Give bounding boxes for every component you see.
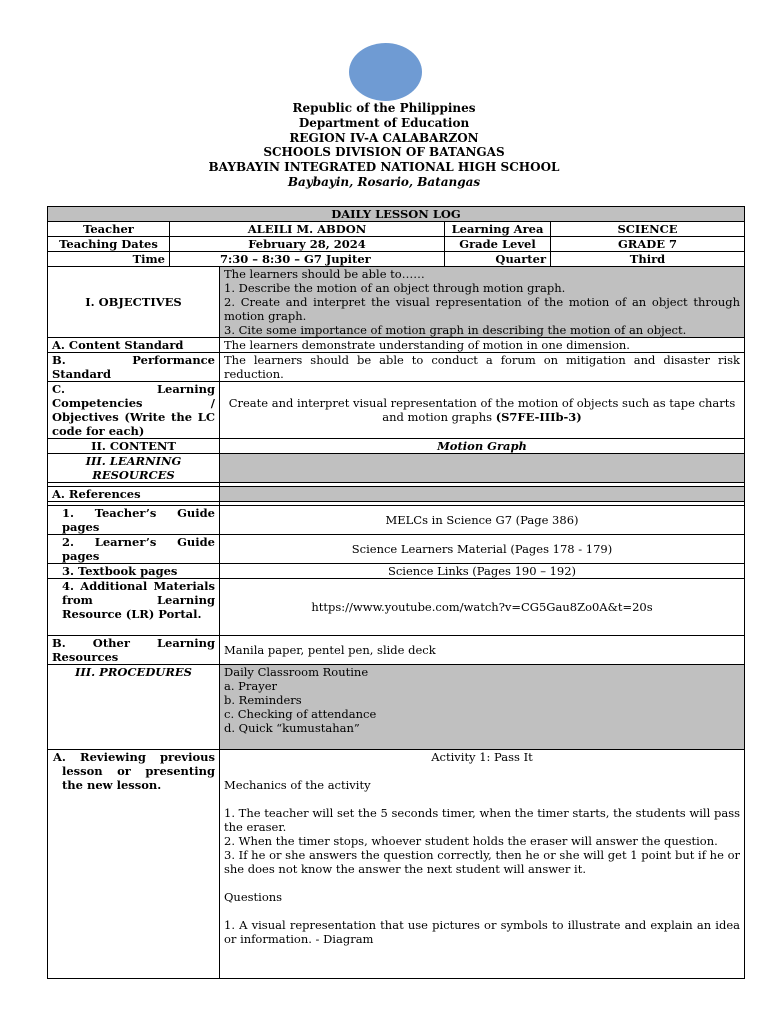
question-item: 1. A visual representation that use pictures or symbols to illustrate and explain an idea or information. - Diagram <box>224 918 740 946</box>
header-address: Baybayin, Rosario, Batangas <box>287 174 481 189</box>
learning-resources-shade <box>220 454 745 483</box>
learners-guide-label: 2. Learner’s Guide pages <box>48 535 220 564</box>
procedures-label: III. PROCEDURES <box>48 665 220 750</box>
learners-guide-value: Science Learners Material (Pages 178 - 179) <box>220 535 745 564</box>
teachers-guide-label: 1. Teacher’s Guide pages <box>48 506 220 535</box>
routine-item: b. Reminders <box>224 693 302 707</box>
review-row <box>48 750 745 979</box>
teaching-dates-value: February 28, 2024 <box>170 237 445 252</box>
learning-area-label: Learning Area <box>445 222 551 237</box>
grade-level-label: Grade Level <box>445 237 551 252</box>
routine-title: Daily Classroom Routine <box>224 665 369 679</box>
other-resources-value: Manila paper, pentel pen, slide deck <box>220 636 745 665</box>
content-label: II. CONTENT <box>48 439 220 454</box>
references-shade <box>220 487 745 502</box>
questions-title: Questions <box>224 890 283 904</box>
activity-title: Activity 1: Pass It <box>431 750 533 764</box>
time-row <box>48 252 745 267</box>
teachers-guide-value: MELCs in Science G7 (Page 386) <box>220 506 745 535</box>
quarter-label: Quarter <box>445 252 551 267</box>
textbook-row <box>48 564 745 579</box>
competencies-code: (S7FE-IIIb-3) <box>495 410 582 424</box>
document-header <box>0 101 768 190</box>
competencies-text: Create and interpret visual representation of the motion of objects such as tape charts and motion graphs <box>228 396 736 424</box>
content-standard-text: The learners demonstrate understanding of motion in one dimension. <box>220 338 745 353</box>
content-standard-row <box>48 338 745 353</box>
dll-title-row <box>48 207 745 222</box>
objectives-content <box>220 267 745 338</box>
header-school: BAYBAYIN INTEGRATED NATIONAL HIGH SCHOOL <box>208 160 560 175</box>
learning-resources-row <box>48 454 745 483</box>
routine-item: d. Quick “kumustahan” <box>224 721 360 735</box>
routine-item: c. Checking of attendance <box>224 707 377 721</box>
learning-area-value: SCIENCE <box>551 222 745 237</box>
header-republic: Republic of the Philippines <box>292 101 476 115</box>
performance-standard-label: B. Performance Standard <box>48 353 220 382</box>
additional-materials-label: 4. Additional Materials from Learning Resource (LR) Portal. <box>48 579 220 636</box>
review-label: A. Reviewing previous lesson or presenting the new lesson. <box>48 750 220 979</box>
performance-standard-row <box>48 353 745 382</box>
teacher-name: ALEILI M. ABDON <box>170 222 445 237</box>
routine-item: a. Prayer <box>224 679 278 693</box>
other-resources-label: B. Other Learning Resources <box>48 636 220 665</box>
content-text: Motion Graph <box>220 439 745 454</box>
quarter-value: Third <box>551 252 745 267</box>
header-division: SCHOOLS DIVISION OF BATANGAS <box>263 145 505 160</box>
learning-resources-label: III. LEARNING RESOURCES <box>48 454 220 483</box>
competencies-label: C. Learning Competencies / Objectives (Write the LC code for each) <box>48 382 220 439</box>
additional-materials-row <box>48 579 745 636</box>
mechanics-item: 1. The teacher will set the 5 seconds timer, when the timer starts, the students will pass the eraser. <box>224 806 740 834</box>
references-row <box>48 487 745 502</box>
objectives-intro: The learners should be able to…… <box>224 267 425 281</box>
teachers-guide-row <box>48 506 745 535</box>
teacher-label: Teacher <box>48 222 170 237</box>
objective-item: 1. Describe the motion of an object through motion graph. <box>224 281 566 295</box>
time-value: 7:30 – 8:30 – G7 Jupiter <box>170 252 445 267</box>
procedures-row <box>48 665 745 750</box>
objective-item: 3. Cite some importance of motion graph in describing the motion of an object. <box>224 323 687 337</box>
dates-row <box>48 237 745 252</box>
header-region: REGION IV-A CALABARZON <box>289 130 479 145</box>
content-standard-label: A. Content Standard <box>48 338 220 353</box>
learners-guide-row <box>48 535 745 564</box>
textbook-label: 3. Textbook pages <box>48 564 220 579</box>
grade-level-value: GRADE 7 <box>551 237 745 252</box>
performance-standard-text: The learners should be able to conduct a forum on mitigation and disaster risk reduction. <box>220 353 745 382</box>
mechanics-item: 3. If he or she answers the question correctly, then he or she will get 1 point but if he or she does not know the answer the next student will answer it. <box>224 848 740 876</box>
other-resources-row <box>48 636 745 665</box>
textbook-value: Science Links (Pages 190 – 192) <box>220 564 745 579</box>
objectives-label: I. OBJECTIVES <box>48 267 220 338</box>
mechanics-title: Mechanics of the activity <box>224 778 371 792</box>
procedures-content <box>220 665 745 750</box>
daily-lesson-log-table <box>47 206 745 979</box>
competencies-cell <box>220 382 745 439</box>
mechanics-item: 2. When the timer stops, whoever student holds the eraser will answer the question. <box>224 834 718 848</box>
review-content <box>220 750 745 979</box>
competencies-row <box>48 382 745 439</box>
content-row <box>48 439 745 454</box>
objective-item: 2. Create and interpret the visual representation of the motion of an object through motion graph. <box>224 295 740 323</box>
teaching-dates-label: Teaching Dates <box>48 237 170 252</box>
school-logo <box>349 43 422 101</box>
objectives-row <box>48 267 745 338</box>
additional-materials-link[interactable]: https://www.youtube.com/watch?v=CG5Gau8Zo0A&t=20s <box>220 579 745 636</box>
header-department: Department of Education <box>298 115 470 130</box>
references-label: A. References <box>48 487 220 502</box>
dll-title: DAILY LESSON LOG <box>48 207 745 222</box>
time-label: Time <box>48 252 170 267</box>
teacher-row <box>48 222 745 237</box>
